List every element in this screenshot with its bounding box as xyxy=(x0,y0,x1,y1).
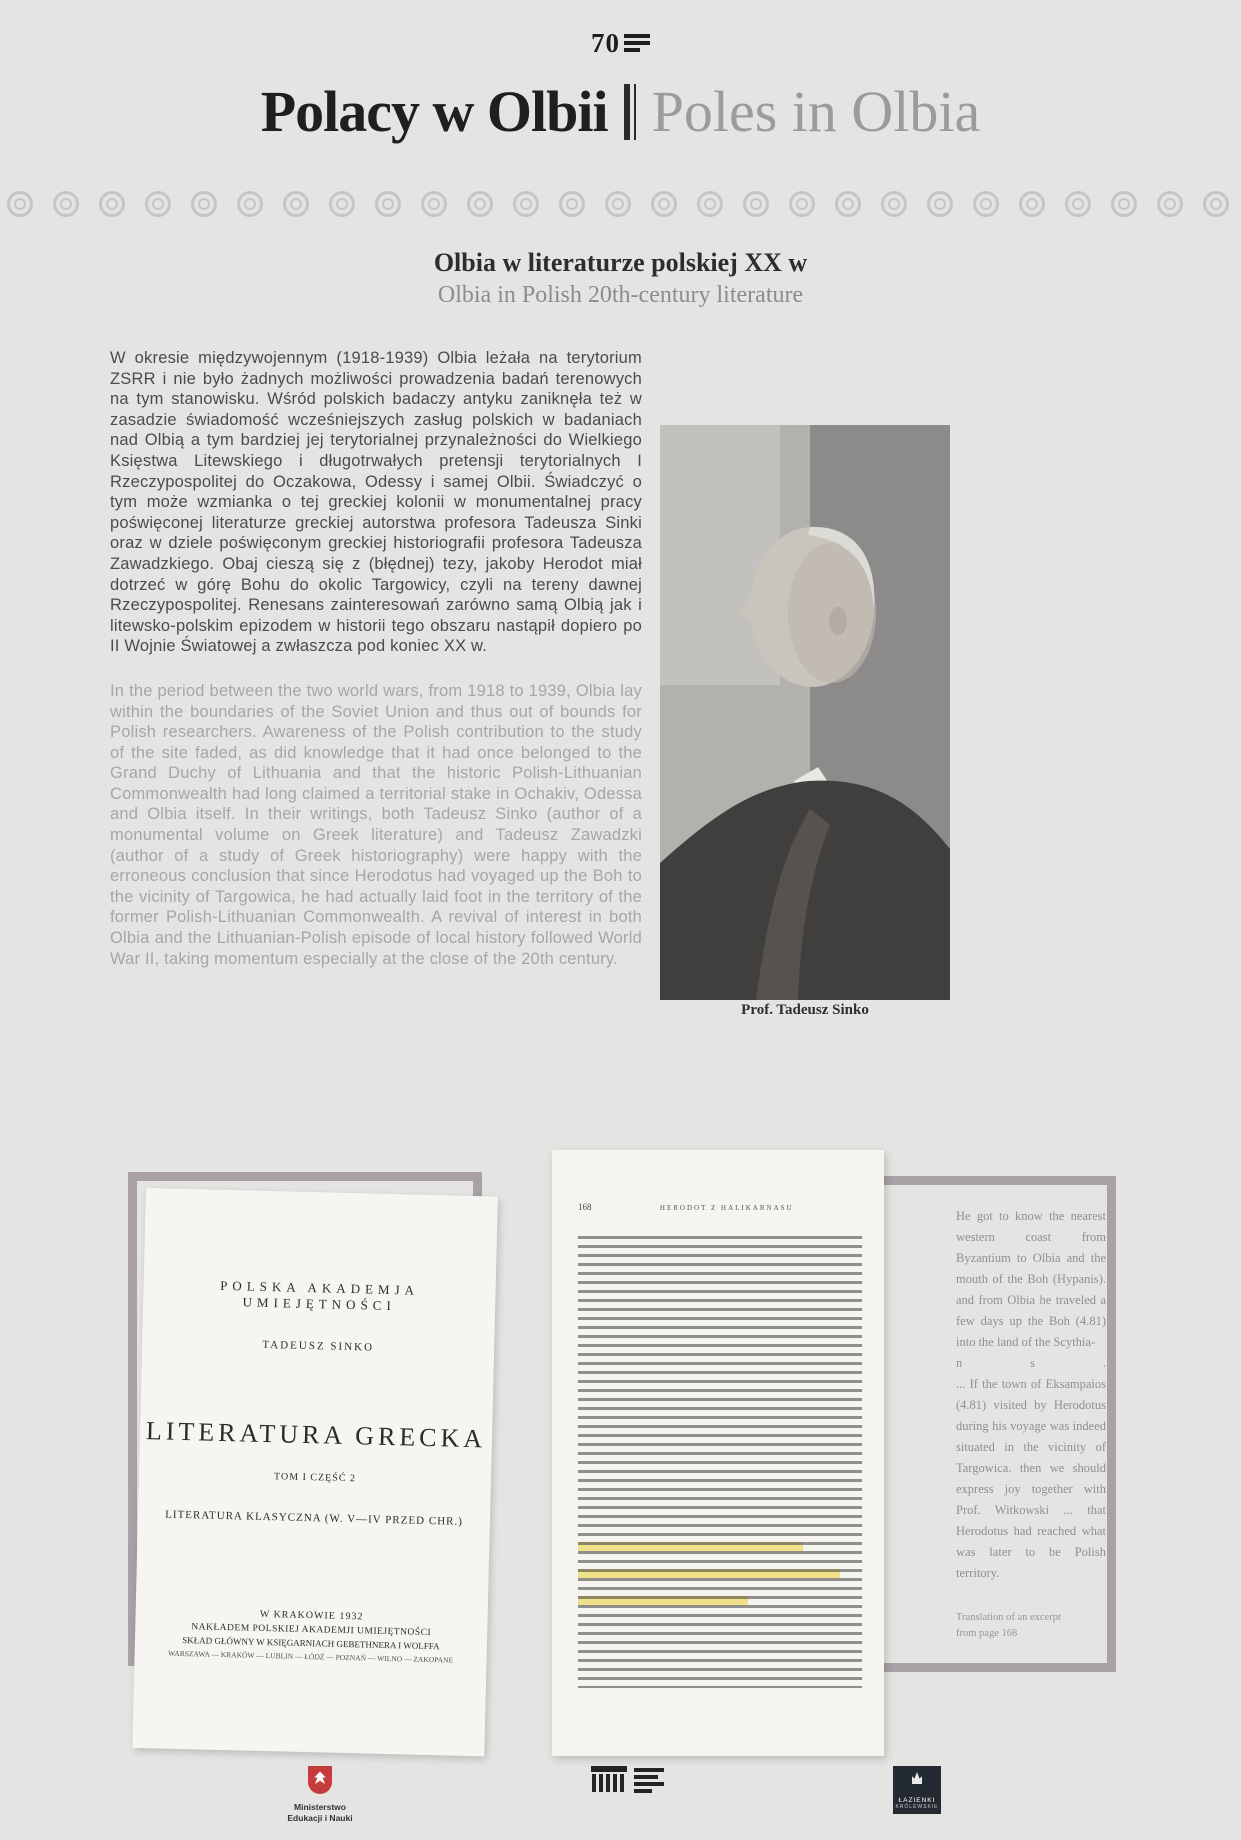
spiral-ornament-icon xyxy=(690,188,736,218)
book-subtitle: LITERATURA KLASYCZNA (W. V—IV PRZED CHR.) xyxy=(164,1508,463,1528)
spiral-ornament-icon xyxy=(736,188,782,218)
excerpt-token: s xyxy=(1030,1356,1035,1370)
spiral-ornament-icon xyxy=(322,188,368,218)
spiral-ornament-icon xyxy=(230,188,276,218)
paragraph-polish: W okresie międzywojennym (1918-1939) Olbia leżała na terytorium ZSRR i nie było żadnych możliwości prowadzenia badań terenowych na tym stanowisku. Wśród polskich badaczy antyku zaniknęła też w zasadzie świadomość wcześniejszych zasług polskich w badaniach nad Olbią a tym bardziej jej terytorialnej przynależności do Wielkiego Księstwa Litewskiego i długotrwałych pretensji terytorialnych I Rzeczypospolitej do Oczakowa, Odessy i samej Olbii. Świadczyć o tym może wzmianka o tej greckiej kolonii w monumentalnej pracy poświęconej literaturze greckiej autorstwa profesora Tadeusza Sinki oraz w dziele poświęconym greckiej historiografii profesora Tadeusza Zawadzkiego. Obaj cieszą się z (błędnej) tezy, jakoby Herodot miał dotrzeć w górę Bohu do okolic Targowicy, czyli na tereny dawnej Rzeczypospolitej. Renesans zainteresowań zarówno samą Olbią jak i litewsko-polskim epizodem w historii tego obszaru nastąpił dopiero po II Wojnie Światowej a zwłaszcza pod koniec XX w. xyxy=(110,349,642,656)
excerpt-paragraph-1: He got to know the nearest western coast from Byzantium to Olbia and the mouth of the Boh (Hypanis). and from Olbia he traveled a few days up the Boh (4.81) into the land of the Scythia- xyxy=(956,1209,1106,1349)
anniversary-70-logo xyxy=(0,30,1241,56)
excerpt-justified-line xyxy=(956,1353,1106,1374)
spiral-ornament-icon xyxy=(92,188,138,218)
spiral-ornament-icon xyxy=(828,188,874,218)
spiral-ornament-icon xyxy=(138,188,184,218)
poster-title xyxy=(0,78,1241,145)
body-text-column xyxy=(110,348,642,993)
spiral-ornament-icon xyxy=(1012,188,1058,218)
portrait-illustration xyxy=(660,425,950,1000)
spiral-ornament-icon xyxy=(920,188,966,218)
spiral-ornament-icon xyxy=(46,188,92,218)
photo-caption: Prof. Tadeusz Sinko xyxy=(741,1002,869,1018)
excerpt-token: . xyxy=(1102,1356,1106,1370)
poster-title-english: Poles in Olbia xyxy=(651,79,981,144)
book-imprint xyxy=(135,1604,488,1667)
section-titles xyxy=(0,248,1241,309)
poster-title-polish: Polacy w Olbii xyxy=(260,79,608,144)
excerpt-paragraph-2: ... If the town of Eksampaios (4.81) visited by Herodotus during his voyage was indeed situated in the vicinity of Targowica. then we should express joy together with Prof. Witkowski ... that Herodotus had reached what was later to be Polish territory. xyxy=(956,1377,1106,1580)
book-volume: TOM I CZĘŚĆ 2 xyxy=(273,1471,357,1485)
greek-wave-ornament xyxy=(0,188,1241,218)
spiral-ornament-icon xyxy=(552,188,598,218)
spiral-ornament-icon xyxy=(0,188,46,218)
spiral-ornament-icon xyxy=(966,188,1012,218)
ministry-label xyxy=(272,1802,368,1824)
spiral-ornament-icon xyxy=(1196,188,1241,218)
museum-logo xyxy=(572,1766,682,1796)
spiral-ornament-icon xyxy=(1104,188,1150,218)
spiral-ornament-icon xyxy=(1150,188,1196,218)
spiral-ornament-icon xyxy=(460,188,506,218)
spiral-ornament-icon xyxy=(184,188,230,218)
book-title: LITERATURA GRECKA xyxy=(145,1416,487,1454)
spiral-ornament-icon xyxy=(414,188,460,218)
paragraph-english: In the period between the two world wars, from 1918 to 1939, Olbia lay within the boundaries of the Soviet Union and thus out of bounds for Polish researchers. Awareness of the Polish contribution to the study of the site faded, as did knowledge that it had once belonged to the Grand Duchy of Lithuania and that the historic Polish-Lithuanian Commonwealth had long claimed a territorial stake in Ochakiv, Odessa and Olbia itself. In their writings, both Tadeusz Sinko (author of a monumental volume on Greek literature) and Tadeusz Zawadzki (author of a study of Greek historiography) were happy with the erroneous conclusion that since Herodotus had voyaged up the Boh to the vicinity of Targowica, he had actually laid foot in the territory of the former Polish-Lithuanian Commonwealth. A revival of interest in both Olbia and the Lithuanian-Polish episode of local history followed World War II, taking momentum especially at the close of the 20th century. xyxy=(110,681,642,968)
lazienki-crest-icon xyxy=(893,1766,941,1814)
ministry-logo xyxy=(272,1766,368,1824)
book-title-page xyxy=(132,1188,498,1756)
section-title-english: Olbia in Polish 20th-century literature xyxy=(437,282,804,308)
spiral-ornament-icon xyxy=(782,188,828,218)
imprint-cities: WARSZAWA — KRAKÓW — LUBLIN — ŁÓDŹ — POZNAŃ — WILNO — ZAKOPANE xyxy=(167,1648,454,1665)
spiral-ornament-icon xyxy=(1058,188,1104,218)
book-text-page xyxy=(552,1150,884,1756)
running-head: HERODOT Z HALIKARNASU xyxy=(659,1204,794,1212)
excerpt-note-line2: from page 168 xyxy=(956,1627,1018,1639)
excerpt-note xyxy=(956,1610,1106,1642)
ministry-label-line1: Ministerstwo xyxy=(294,1802,346,1812)
imprint-place-year: W KRAKOWIE 1932 xyxy=(259,1608,364,1623)
portrait-photo-tadeusz-sinko xyxy=(660,425,950,1000)
spiral-ornament-icon xyxy=(644,188,690,218)
spiral-ornament-icon xyxy=(506,188,552,218)
section-title-polish: Olbia w literaturze polskiej XX w xyxy=(433,248,808,277)
spiral-ornament-icon xyxy=(368,188,414,218)
eagle-crest-icon xyxy=(308,1766,332,1794)
lazienki-label-line2: KRÓLEWSKIE xyxy=(895,1804,939,1810)
book-publisher: POLSKA AKADEMJA UMIEJĘTNOŚCI xyxy=(220,1277,420,1314)
excerpt-note-line1: Translation of an excerpt xyxy=(956,1612,1061,1623)
dense-text-lines xyxy=(578,1236,862,1688)
page-number: 168 xyxy=(578,1202,592,1212)
lazienki-label-line1: ŁAZIENKI xyxy=(898,1797,936,1804)
spiral-ornament-icon xyxy=(874,188,920,218)
building-icon xyxy=(591,1766,627,1796)
museum-logo-textbars xyxy=(634,1768,664,1793)
spiral-ornament-icon xyxy=(276,188,322,218)
translated-excerpt xyxy=(956,1206,1106,1642)
book-author: TADEUSZ SINKO xyxy=(262,1338,375,1354)
anniversary-70-text: 70 xyxy=(591,28,620,58)
anniversary-logo-bars-icon xyxy=(624,34,650,52)
ministry-label-line2: Edukacji i Nauki xyxy=(287,1813,353,1824)
title-separator-bars-icon xyxy=(624,84,636,140)
text-page-header xyxy=(578,1202,862,1212)
lazienki-logo xyxy=(893,1766,943,1814)
spiral-ornament-icon xyxy=(598,188,644,218)
imprint-publisher: NAKŁADEM POLSKIEJ AKADEMJI UMIEJĘTNOŚCI xyxy=(191,1622,432,1639)
imprint-distributor: SKŁAD GŁÓWNY W KSIĘGARNIACH GEBETHNERA I WOLFFA xyxy=(182,1635,440,1652)
excerpt-token: n xyxy=(956,1356,963,1370)
